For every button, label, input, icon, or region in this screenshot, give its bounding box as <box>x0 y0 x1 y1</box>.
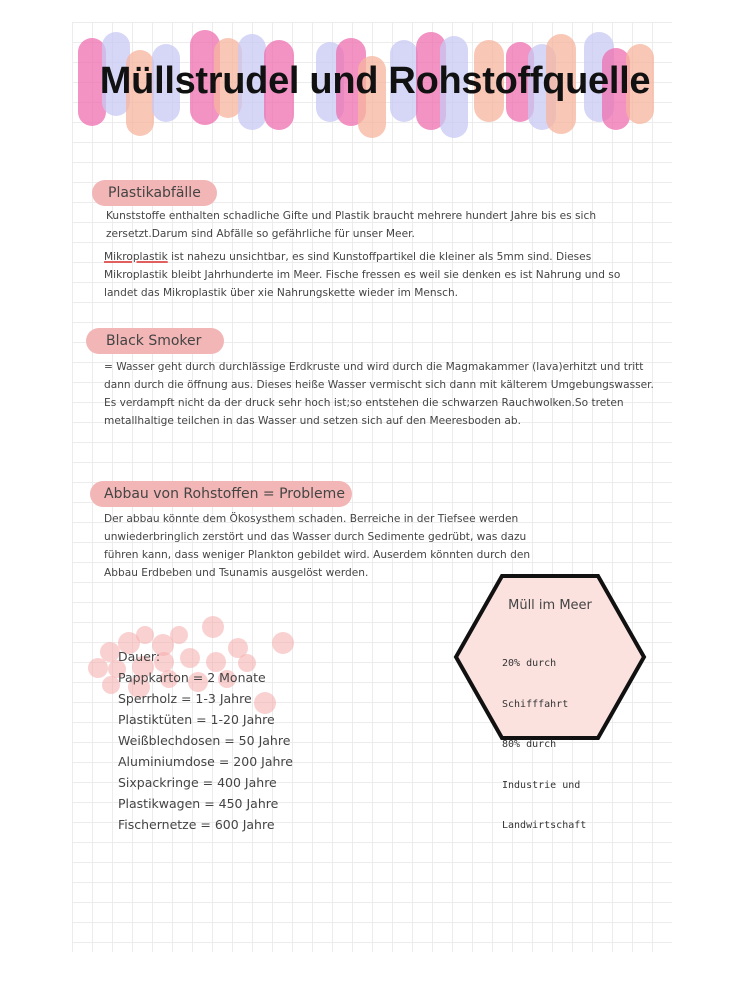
paragraph-plastik-2 <box>104 248 656 302</box>
list-item: Aluminiumdose = 200 Jahre <box>118 754 293 769</box>
list-item: Pappkarton = 2 Monate <box>118 670 266 685</box>
paragraph-plastik-2-text: ist nahezu unsichtbar, es sind Kunstoffpartikel die kleiner als 5mm sind. Dieses Mikroplastik bleibt Jahrhunderte im Meer. Fische fressen es weil sie denken es ist Nahrung und so landet das Mikroplastik über xie Nahrungskette wieder im Mensch. <box>104 251 621 299</box>
list-item: Plastiktüten = 1-20 Jahre <box>118 712 275 727</box>
hexagon-line: 80% durch <box>502 739 557 750</box>
hexagon-line: Landwirtschaft <box>502 820 587 831</box>
paragraph-abbau: Der abbau könnte dem Ökosysthem schaden. Berreiche in der Tiefsee werden unwiederbringlich zerstört und das Wasser durch Sedimente gedrübt, was dazu führen kann, dass weniger Plankton gebildet wird. Auserdem könnten durch den Abbau Erdbeben und Tsunamis ausgelöst werden. <box>104 513 531 579</box>
list-item: Dauer: <box>118 649 161 664</box>
list-item: Fischernetze = 600 Jahre <box>118 817 275 832</box>
hexagon-body <box>502 630 642 860</box>
hexagon-line: 20% durch <box>502 658 557 669</box>
hexagon-line: Schifffahrt <box>502 698 569 710</box>
section-heading-abbau: Abbau von Rohstoffen = Probleme <box>90 481 352 507</box>
highlight-mikroplastik: Mikroplastik <box>104 251 168 263</box>
page-title: Müllstrudel und Rohstoffquelle <box>99 60 651 102</box>
section-heading-black-smoker: Black Smoker <box>86 328 224 354</box>
hexagon-line: Industrie und <box>502 779 581 791</box>
paragraph-plastik-1: Kunststoffe enthalten schadliche Gifte und Plastik braucht mehrere hundert Jahre bis es sich zersetzt.Darum sind Abfälle so gefährliche für unser Meer. <box>106 210 597 240</box>
hexagon-title: Müll im Meer <box>508 598 592 613</box>
paragraph-black-smoker: = Wasser geht durch durchlässige Erdkruste und wird durch die Magmakammer (lava)erhitzt und tritt dann durch die öffnung aus. Dieses heiße Wasser vermischt sich dann mit kälterem Umgebungswasser. Es verdampft nicht da der druck sehr hoch ist;so entstehen die schwarzen Rauchwolken.So treten metallhaltige teilchen in das Wasser und setzen sich auf den Meeresboden ab. <box>104 361 654 427</box>
hexagon-muell-im-meer <box>452 572 648 831</box>
section-heading-plastikabfaelle: Plastikabfälle <box>92 180 217 206</box>
list-item: Sixpackringe = 400 Jahre <box>118 775 277 790</box>
list-item: Weißblechdosen = 50 Jahre <box>118 733 291 748</box>
list-item: Plastikwagen = 450 Jahre <box>118 796 279 811</box>
duration-list <box>118 646 293 835</box>
list-item: Sperrholz = 1-3 Jahre <box>118 691 252 706</box>
